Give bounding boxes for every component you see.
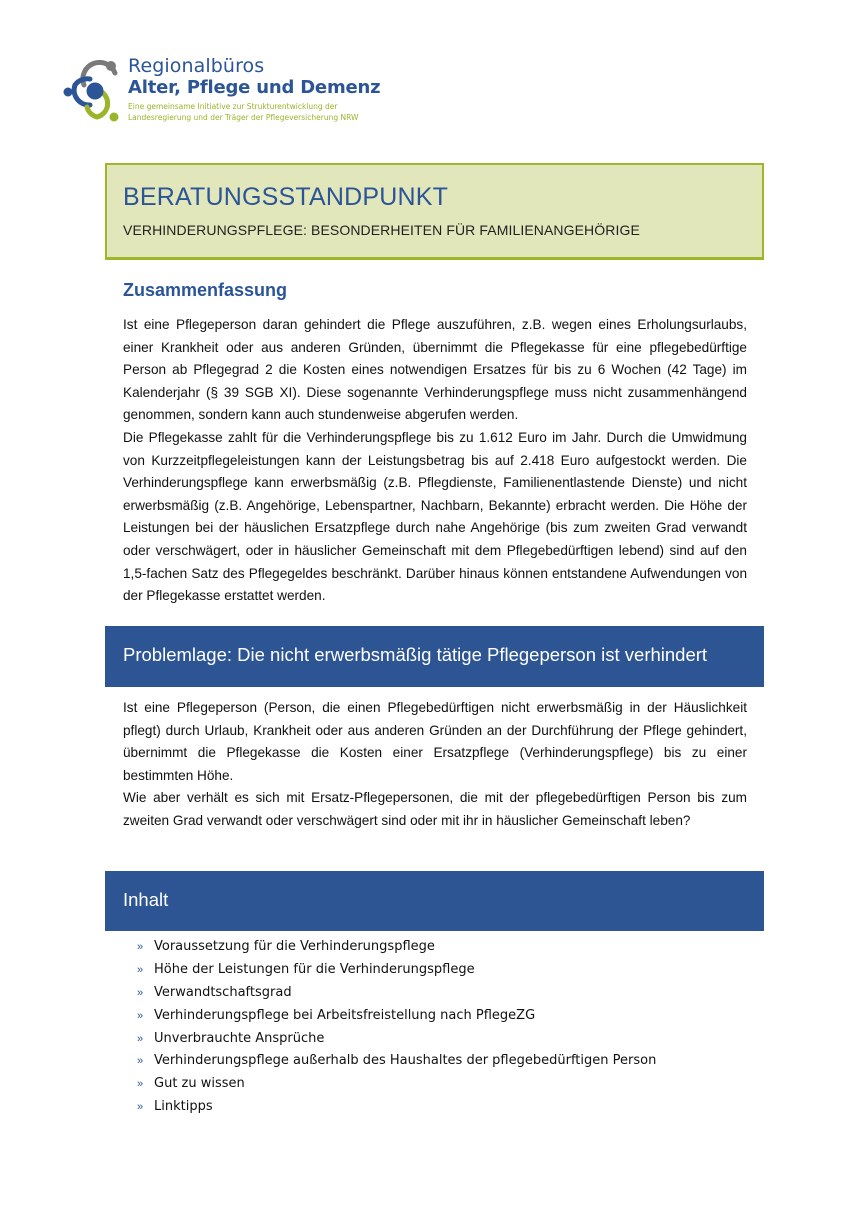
chevron-double-right-icon: » <box>137 941 144 953</box>
toc-item-label: Höhe der Leistungen für die Verhinderungspflege <box>154 961 475 977</box>
toc-item-label: Verhinderungspflege bei Arbeitsfreistellung nach PflegeZG <box>154 1007 536 1023</box>
toc-item-label: Verwandtschaftsgrad <box>154 984 292 1000</box>
toc-item-label: Gut zu wissen <box>154 1076 245 1092</box>
toc-item-label: Voraussetzung für die Verhinderungspflege <box>154 939 435 954</box>
toc-item[interactable] <box>137 1053 656 1076</box>
summary-text <box>123 314 747 608</box>
toc-item[interactable] <box>137 1031 656 1054</box>
problem-paragraph: Wie aber verhält es sich mit Ersatz-Pflegepersonen, die mit der pflegebedürftigen Person bis zum zweiten Grad verwandt oder verschwägert sind oder mit ihr in häuslicher Gemeinschaft leben? <box>123 790 747 828</box>
document-header-box <box>105 163 764 260</box>
document-title: BERATUNGSSTANDPUNKT <box>123 183 449 211</box>
table-of-contents <box>137 939 656 1122</box>
toc-item[interactable] <box>137 1099 656 1122</box>
summary-paragraph: Die Pflegekasse zahlt für die Verhinderungspflege bis zu 1.612 Euro im Jahr. Durch die Umwidmung von Kurzzeitpflegeleistungen kann der Leistungsbetrag bis auf 2.418 Euro aufgestockt werden. Die Verhinderungspflege kann erwerbsmäßig (z.B. Pflegdienste, Familienentlastende Dienste) und nicht erwerbsmäßig (z.B. Angehörige, Lebenspartner, Nachbarn, Bekannte) erbracht werden. Die Höhe der Leistungen bei der häuslichen Ersatzpflege durch nahe Angehörige (bis zum zweiten Grad verwandt oder verschwägert, oder in häuslicher Gemeinschaft mit dem Pflegebedürftigen lebend) sind auf den 1,5-fachen Satz des Pflegegeldes beschränkt. Darüber hinaus können entstandene Aufwendungen von der Pflegekasse erstattet werden. <box>123 429 747 604</box>
toc-item[interactable] <box>137 1076 656 1099</box>
toc-item-label: Linktipps <box>154 1099 213 1115</box>
problem-banner <box>105 626 764 687</box>
toc-item-label: Verhinderungspflege außerhalb des Haushaltes der pflegebedürftigen Person <box>154 1053 657 1069</box>
toc-item[interactable] <box>137 962 656 985</box>
chevron-double-right-icon: » <box>137 963 144 976</box>
contents-heading: Inhalt <box>123 889 169 910</box>
people-circle-logo-icon <box>57 55 127 125</box>
chevron-double-right-icon: » <box>137 986 144 999</box>
problem-text <box>123 697 747 833</box>
logo <box>57 55 387 130</box>
document-subtitle: VERHINDERUNGSPFLEGE: BESONDERHEITEN FÜR FAMILIENANGEHÖRIGE <box>123 222 640 238</box>
logo-name-line2: Alter, Pflege und Demenz <box>128 77 381 98</box>
toc-item[interactable] <box>137 985 656 1008</box>
toc-item[interactable] <box>137 939 656 962</box>
logo-tagline-line2: Landesregierung und der Träger der Pflegeversicherung NRW <box>128 113 359 122</box>
chevron-double-right-icon: » <box>137 1032 144 1045</box>
summary-paragraph: Ist eine Pflegeperson daran gehindert die Pflege auszuführen, z.B. wegen eines Erholungsurlaubs, einer Krankheit oder aus anderen Gründen, übernimmt die Pflegekasse für eine pflegebedürftige Person ab Pflegegrad 2 die Kosten eines notwendigen Ersatzes für bis zu 6 Wochen (42 Tage) im Kalenderjahr (§ 39 SGB XI). Diese sogenannte Verhinderungspflege muss nicht zusammenhängend genommen, sondern kann auch stundenweise abgerufen werden. <box>123 317 747 423</box>
chevron-double-right-icon: » <box>137 1055 144 1068</box>
logo-name-line1: Regionalbüros <box>128 55 265 77</box>
problem-paragraph: Ist eine Pflegeperson (Person, die einen Pflegebedürftigen nicht erwerbsmäßig in der Häuslichkeit pflegt) durch Urlaub, Krankheit oder aus anderen Gründen an der Durchführung der Pflege gehindert, übernimmt die Pflegekasse die Kosten einer Ersatzpflege (Verhinderungspflege) bis zu einer bestimmten Höhe. <box>123 700 747 783</box>
chevron-double-right-icon: » <box>137 1078 144 1091</box>
logo-text <box>128 55 380 123</box>
chevron-double-right-icon: » <box>137 1009 144 1022</box>
summary-heading: Zusammenfassung <box>123 280 288 300</box>
toc-item[interactable] <box>137 1008 656 1031</box>
problem-heading: Problemlage: Die nicht erwerbsmäßig tätige Pflegeperson ist verhindert <box>123 644 708 665</box>
toc-item-label: Unverbrauchte Ansprüche <box>154 1030 325 1046</box>
logo-tagline-line1: Eine gemeinsame Initiative zur Strukturentwicklung der <box>128 102 338 111</box>
contents-banner <box>105 871 764 931</box>
chevron-double-right-icon: » <box>137 1101 144 1114</box>
